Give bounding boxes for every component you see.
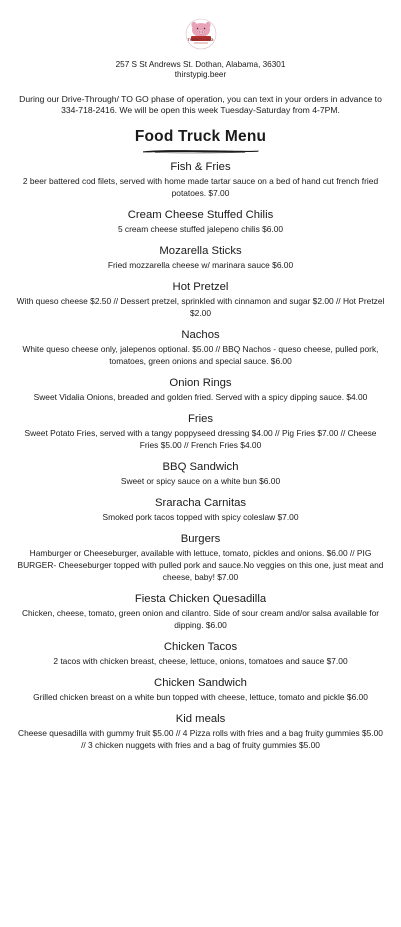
menu-item — [16, 376, 385, 403]
menu-item-name: Fiesta Chicken Quesadilla — [134, 593, 267, 605]
menu-item-description: Chicken, cheese, tomato, green onion and cilantro. Side of sour cream and/or salsa available for dipping. $6.00 — [21, 608, 380, 630]
menu-item-name: Fries — [187, 413, 214, 425]
menu-item-name: Sraracha Carnitas — [154, 497, 247, 509]
street-address: 257 S St Andrews St. Dothan, Alabama, 36301 — [115, 60, 286, 69]
brush-stroke-divider — [141, 148, 261, 154]
menu-item-name: Onion Rings — [169, 377, 232, 389]
menu-item-name: Nachos — [181, 329, 220, 341]
pig-logo-icon — [185, 18, 217, 50]
menu-item — [16, 328, 385, 367]
address-block — [0, 60, 401, 80]
menu-item — [16, 532, 385, 583]
menu-item-description: Hamburger or Cheeseburger, available with lettuce, tomato, pickles and onions. $6.00 // PIG BURGER- Cheeseburger topped with pulled pork and sauce.No veggies on this one, just meat and cheese, baby! $7.00 — [17, 548, 384, 582]
menu-title: Food Truck Menu — [134, 128, 267, 145]
logo-text: THIRSTY PIG — [187, 37, 214, 42]
menu-item-description: 5 cream cheese stuffed jalepeno chilis $6.00 — [117, 224, 284, 234]
menu-item-description: Cheese quesadilla with gummy fruit $5.00 // 4 Pizza rolls with fries and a bag fruity gummies $5.00 // 3 chicken nuggets with fries and a bag of fruity gummies $5.00 — [18, 728, 383, 750]
ordering-notice: During our Drive-Through/ TO GO phase of operation, you can text in your orders in advance to 334-718-2416. We will be open this week Tuesday-Saturday from 4-7PM. — [19, 94, 382, 115]
menu-item-name: Burgers — [180, 533, 221, 545]
menu-item — [16, 592, 385, 631]
menu-item — [16, 280, 385, 319]
menu-item — [16, 160, 385, 199]
menu-item — [16, 640, 385, 667]
menu-item — [16, 676, 385, 703]
menu-item-description: 2 tacos with chicken breast, cheese, lettuce, onions, tomatoes and sauce $7.00 — [53, 656, 348, 666]
menu-item — [16, 412, 385, 451]
menu-item-name: Kid meals — [175, 713, 226, 725]
menu-item-description: White queso cheese only, jalepenos optional. $5.00 // BBQ Nachos - queso cheese, pulled pork, tomatoes, green onions and special sauce. $6.00 — [22, 344, 379, 366]
menu-item-description: Sweet Potato Fries, served with a tangy poppyseed dressing $4.00 // Pig Fries $7.00 // Cheese Fries $5.00 // French Fries $4.00 — [24, 428, 377, 450]
menu-item-description: With queso cheese $2.50 // Dessert pretzel, sprinkled with cinnamon and sugar $2.00 // Hot Pretzel $2.00 — [16, 296, 385, 318]
thirsty-pig-logo — [185, 18, 217, 50]
menu-item-name: Hot Pretzel — [172, 281, 229, 293]
menu-item-description: Sweet Vidalia Onions, breaded and golden fried. Served with a spicy dipping sauce. $4.00 — [33, 392, 368, 402]
website-link[interactable]: thirstypig.beer — [174, 70, 227, 79]
menu-item-name: Chicken Sandwich — [154, 677, 247, 689]
menu-item — [16, 244, 385, 271]
menu-item-name: BBQ Sandwich — [162, 461, 239, 473]
menu-item-name: Cream Cheese Stuffed Chilis — [127, 209, 274, 221]
menu-item-name: Mozarella Sticks — [159, 245, 242, 257]
menu-items-list — [0, 160, 401, 751]
menu-item — [16, 208, 385, 235]
menu-item — [16, 460, 385, 487]
menu-item-description: Fried mozzarella cheese w/ marinara sauce $6.00 — [107, 260, 294, 270]
menu-item-description: 2 beer battered cod filets, served with home made tartar sauce on a bed of hand cut french fried potatoes. $7.00 — [22, 176, 379, 198]
menu-item — [16, 712, 385, 751]
menu-item-description: Grilled chicken breast on a white bun topped with cheese, lettuce, tomato and pickle $6.00 — [33, 692, 368, 702]
menu-item-description: Smoked pork tacos topped with spicy coleslaw $7.00 — [102, 512, 299, 522]
menu-item-description: Sweet or spicy sauce on a white bun $6.00 — [120, 476, 281, 486]
menu-item-name: Fish & Fries — [170, 161, 231, 173]
menu-item — [16, 496, 385, 523]
menu-item-name: Chicken Tacos — [163, 641, 238, 653]
